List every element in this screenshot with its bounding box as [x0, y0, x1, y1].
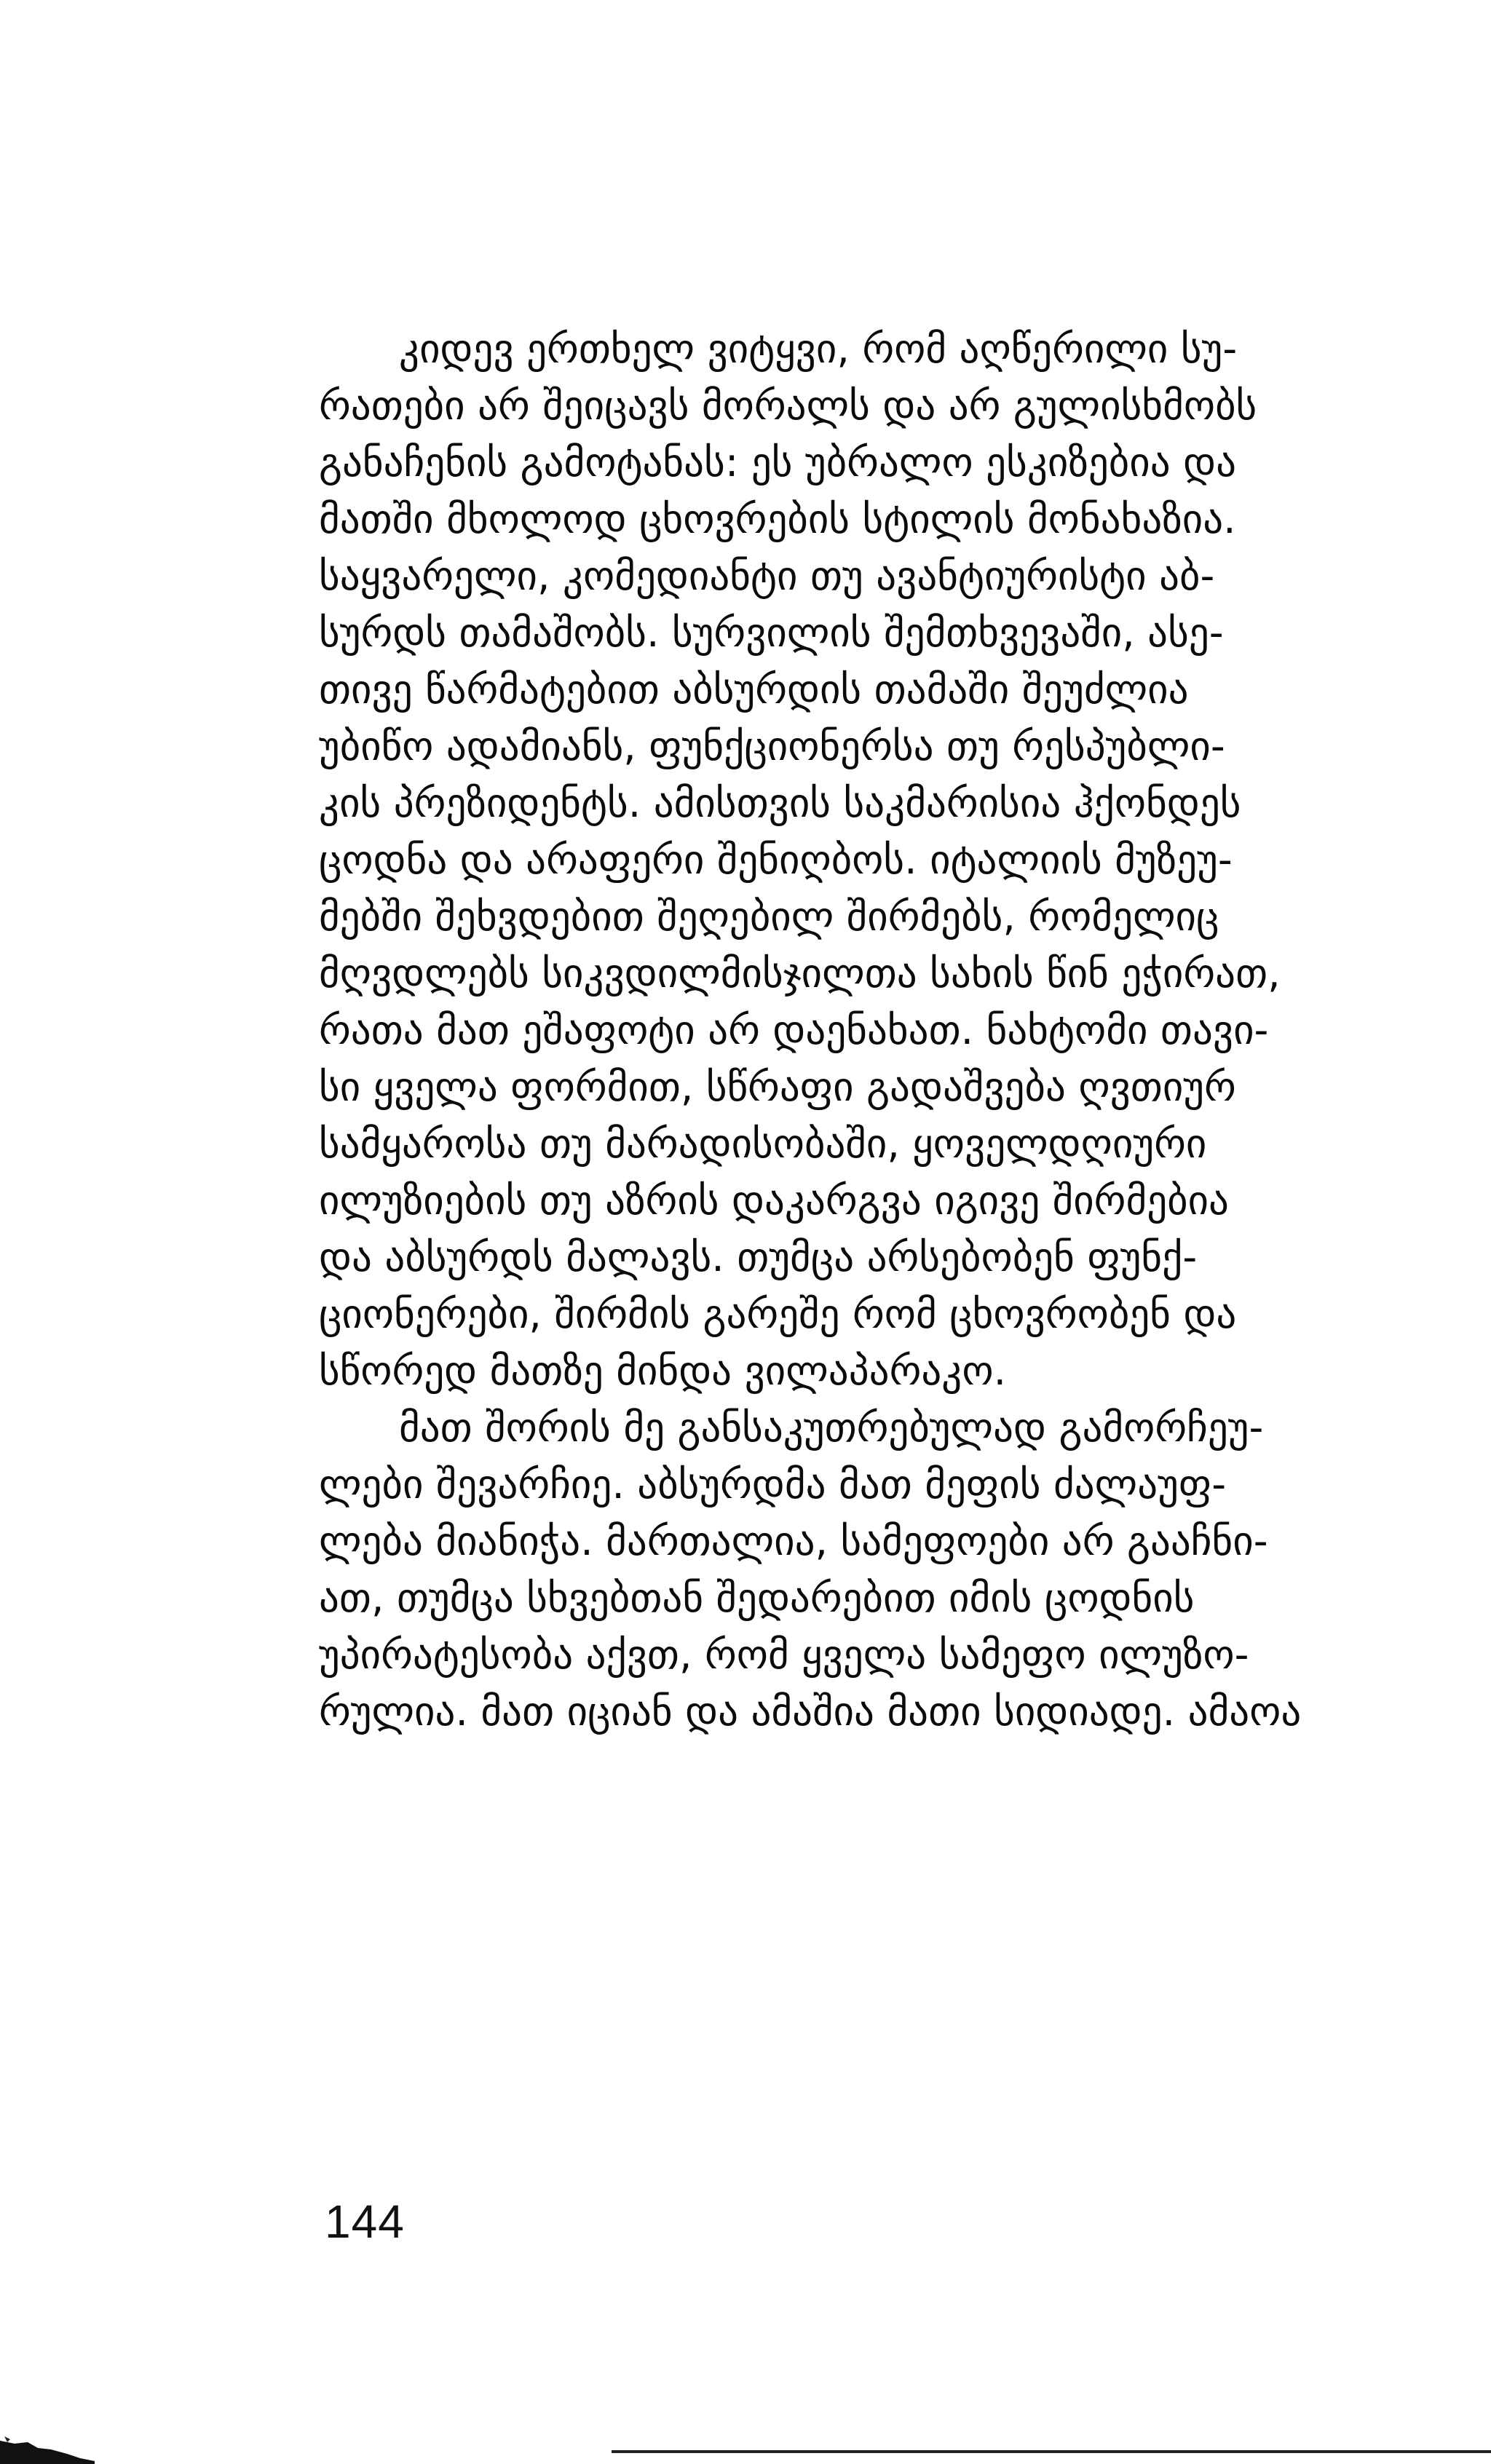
text-line: ათ, თუმცა სხვებთან შედარებით იმის ცოდნის — [319, 1574, 1195, 1621]
text-line: სი ყველა ფორმით, სწრაფი გადაშვება ღვთიურ — [319, 1063, 1236, 1110]
text-line: კიდევ ერთხელ ვიტყვი, რომ აღწერილი სუ- — [399, 325, 1238, 372]
paragraph-2 — [319, 1399, 1476, 1740]
text-line: უპირატესობა აქვთ, რომ ყველა სამეფო ილუზო- — [319, 1631, 1249, 1678]
text-line: უბიწო ადამიანს, ფუნქციონერსა თუ რესპუბლი- — [319, 723, 1225, 769]
text-line: ლები შევარჩიე. აბსურდმა მათ მეფის ძალაუფ- — [319, 1461, 1227, 1508]
text-line: სწორედ მათზე მინდა ვილაპარაკო. — [319, 1347, 1007, 1394]
page-number: 144 — [325, 2195, 405, 2248]
text-line: განაჩენის გამოტანას: ეს უბრალო ესკიზებია და — [319, 439, 1237, 486]
paragraph-1 — [319, 320, 1476, 1399]
text-line: ციონერები, შირმის გარეშე რომ ცხოვრობენ და — [319, 1291, 1237, 1337]
text-line: რულია. მათ იციან და ამაშია მათი სიდიადე. ამაოა — [319, 1688, 1302, 1735]
text-line: რათები არ შეიცავს მორალს და არ გულისხმობს — [319, 382, 1257, 429]
text-line: ილუზიების თუ აზრის დაკარგვა იგივე შირმებია — [319, 1177, 1229, 1224]
text-line: მღვდლებს სიკვდილმისჯილთა სახის წინ ეჭირათ, — [319, 950, 1281, 997]
text-line: ცოდნა და არაფერი შენიღბოს. იტალიის მუზეუ- — [319, 836, 1233, 883]
scan-artifact — [0, 2428, 95, 2464]
text-line: საყვარელი, კომედიანტი თუ ავანტიურისტი აბ- — [319, 552, 1215, 599]
text-line: მებში შეხვდებით შეღებილ შირმებს, რომელიც — [319, 893, 1219, 940]
text-line: და აბსურდს მალავს. თუმცა არსებობენ ფუნქ- — [319, 1234, 1198, 1280]
text-line: მათში მხოლოდ ცხოვრების სტილის მონახაზია. — [319, 496, 1236, 542]
text-line: ლება მიანიჭა. მართალია, სამეფოები არ გააჩნი- — [319, 1518, 1268, 1564]
text-line: კის პრეზიდენტს. ამისთვის საკმარისია ჰქონდეს — [319, 780, 1241, 826]
bottom-edge-line — [612, 2450, 1491, 2453]
text-line: სამყაროსა თუ მარადისობაში, ყოველდღიური — [319, 1120, 1207, 1167]
text-line: თივე წარმატებით აბსურდის თამაში შეუძლია — [319, 666, 1189, 713]
body-text — [319, 320, 1476, 1740]
text-line: რათა მათ ეშაფოტი არ დაენახათ. ნახტომი თავი- — [319, 1007, 1269, 1053]
text-line: მათ შორის მე განსაკუთრებულად გამორჩეუ- — [399, 1404, 1264, 1451]
text-line: სურდს თამაშობს. სურვილის შემთხვევაში, ასე- — [319, 609, 1224, 656]
